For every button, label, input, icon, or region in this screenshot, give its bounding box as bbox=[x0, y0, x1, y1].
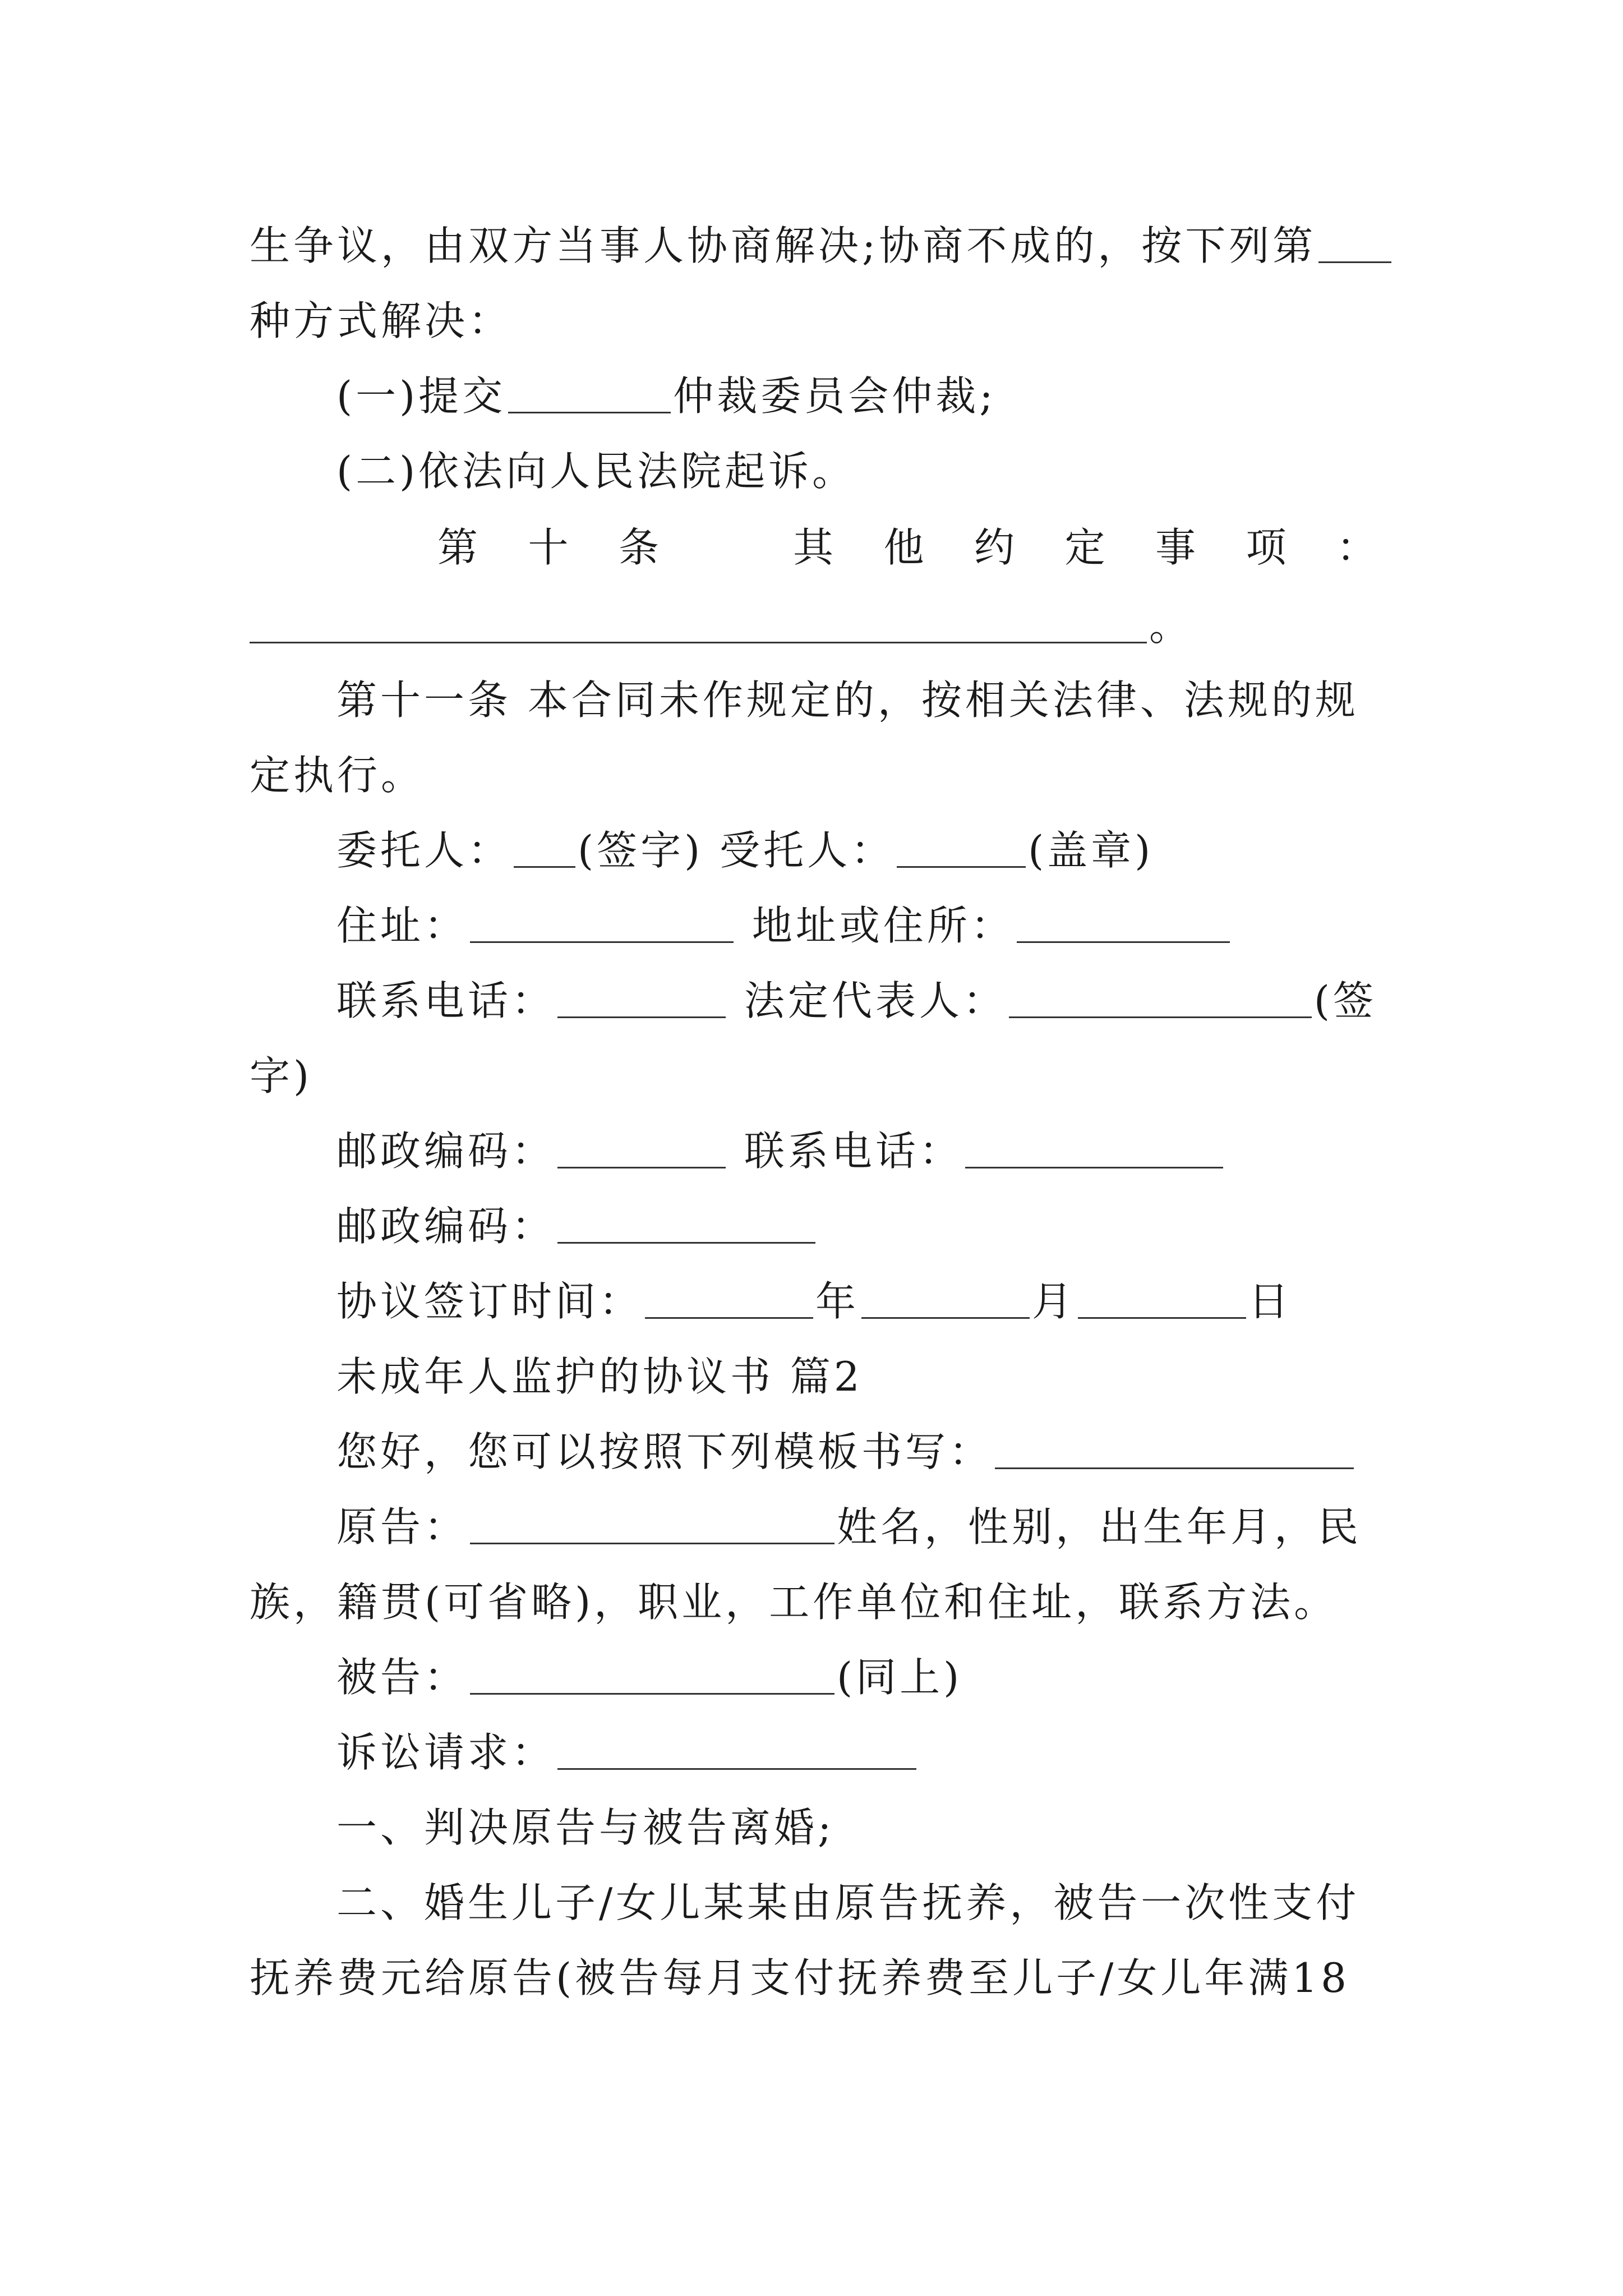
fill-blank[interactable] bbox=[508, 368, 671, 413]
text-line: 邮政编码： bbox=[336, 1198, 818, 1254]
fill-blank[interactable] bbox=[1078, 1273, 1246, 1319]
text-line: 字) bbox=[250, 1052, 313, 1099]
text-line: 抚养费元给原告(被告每月支付抚养费至儿子/女儿年满18 bbox=[250, 1954, 1350, 2001]
fill-blank[interactable] bbox=[557, 1724, 916, 1770]
text-line: 族，籍贯(可省略)，职业，工作单位和住址，联系方法。 bbox=[250, 1579, 1338, 1626]
text-line: 第十一条 本合同未作规定的，按相关法律、法规的规 bbox=[336, 677, 1359, 724]
fill-blank[interactable] bbox=[470, 1649, 834, 1695]
fill-blank[interactable] bbox=[557, 1198, 815, 1244]
fill-blank[interactable] bbox=[470, 898, 734, 943]
fill-blank[interactable] bbox=[995, 1424, 1354, 1469]
article-ten-heading: 第 十 条 其 他 约 定 事 项 ： bbox=[437, 524, 1377, 571]
text-line: 诉讼请求： bbox=[336, 1724, 919, 1780]
text-line: 住址： 地址或住所： bbox=[336, 898, 1232, 954]
fill-blank[interactable] bbox=[1017, 898, 1230, 943]
section-heading: 未成年人监护的协议书 篇2 bbox=[336, 1353, 863, 1400]
text-line: 邮政编码： 联系电话： bbox=[336, 1123, 1225, 1179]
fill-blank[interactable] bbox=[645, 1273, 813, 1319]
fill-blank[interactable] bbox=[557, 1123, 726, 1168]
fill-blank[interactable] bbox=[514, 822, 575, 868]
text-line: 一、判决原告与被告离婚; bbox=[336, 1804, 835, 1851]
text-line: 。 bbox=[250, 598, 1193, 654]
fill-blank[interactable] bbox=[470, 1499, 834, 1544]
fill-blank[interactable] bbox=[1009, 973, 1312, 1018]
text-line: 原告： 姓名，性别，出生年月，民 bbox=[336, 1499, 1362, 1555]
text-line: 协议签订时间： 年 月 日 bbox=[336, 1273, 1292, 1329]
text-line: (一)提交 仲裁委员会仲裁; bbox=[336, 368, 996, 424]
fill-blank[interactable] bbox=[965, 1123, 1223, 1168]
fill-blank[interactable] bbox=[250, 598, 1147, 643]
signature-line: 委托人： (签字) 受托人： (盖章) bbox=[336, 822, 1154, 878]
fill-blank[interactable] bbox=[1318, 218, 1391, 263]
text-line: 生争议，由双方当事人协商解决;协商不成的，按下列第 bbox=[250, 218, 1394, 274]
text-line: 种方式解决： bbox=[250, 297, 513, 344]
text-line: (二)依法向人民法院起诉。 bbox=[336, 448, 856, 495]
text-line: 被告： (同上) bbox=[336, 1649, 962, 1705]
fill-blank[interactable] bbox=[557, 973, 726, 1018]
text-line: 联系电话： 法定代表人： (签 bbox=[336, 973, 1377, 1029]
text-line: 您好，您可以按照下列模板书写： bbox=[336, 1424, 1356, 1480]
fill-blank[interactable] bbox=[897, 822, 1026, 868]
text-line: 二、婚生儿子/女儿某某由原告抚养，被告一次性支付 bbox=[336, 1879, 1360, 1926]
text-line: 定执行。 bbox=[250, 752, 425, 799]
fill-blank[interactable] bbox=[861, 1273, 1030, 1319]
